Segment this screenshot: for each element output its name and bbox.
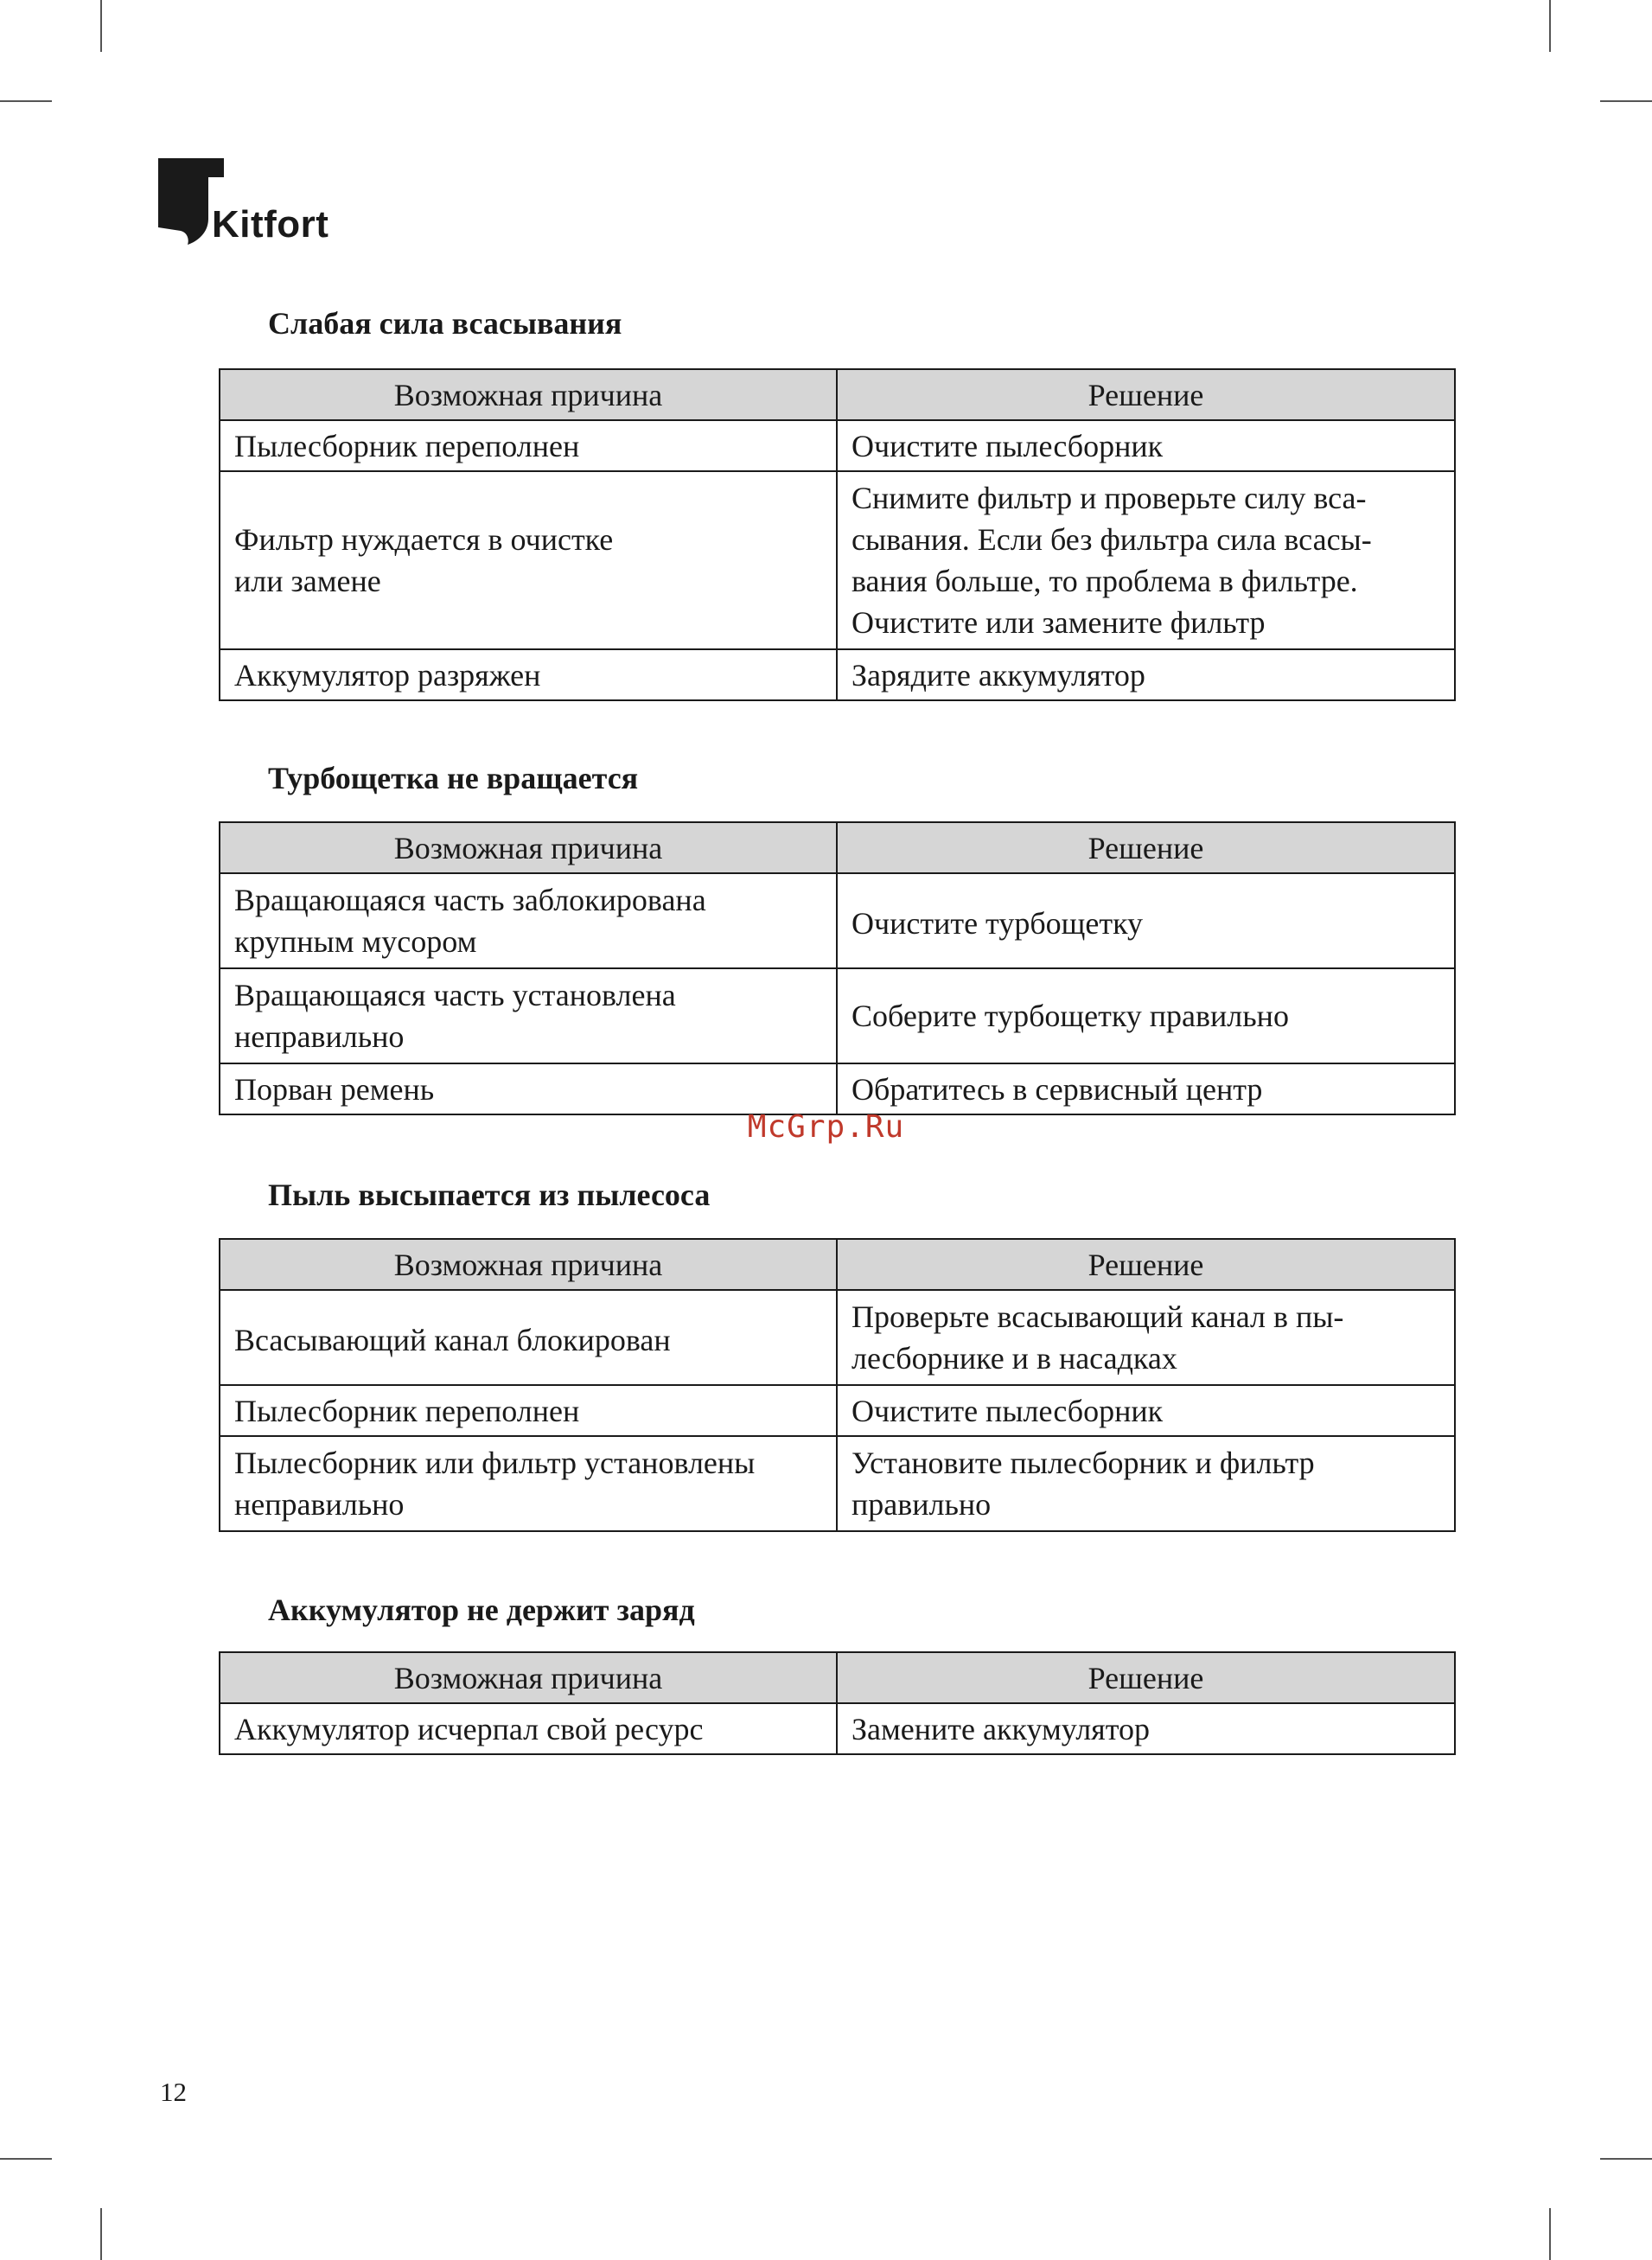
cause-cell: Аккумулятор исчерпал свой ресурс bbox=[220, 1703, 837, 1754]
cause-cell: Аккумулятор разряжен bbox=[220, 649, 837, 700]
solution-cell: Очистите пылесборник bbox=[837, 420, 1455, 471]
solution-cell: Зарядите аккумулятор bbox=[837, 649, 1455, 700]
cause-cell: Порван ремень bbox=[220, 1063, 837, 1114]
troubleshooting-table bbox=[219, 1651, 1456, 1755]
cause-cell: Пылесборник переполнен bbox=[220, 420, 837, 471]
cause-cell: Вращающаяся часть установлена неправильно bbox=[220, 968, 837, 1063]
section-title: Слабая сила всасывания bbox=[268, 306, 622, 341]
brand-logo bbox=[158, 158, 348, 253]
cause-cell: Всасывающий канал блокирован bbox=[220, 1290, 837, 1385]
crop-mark bbox=[0, 100, 52, 102]
crop-mark bbox=[0, 2158, 52, 2160]
column-header-cause: Возможная причина bbox=[220, 822, 837, 873]
page-number: 12 bbox=[160, 2077, 187, 2107]
table-row bbox=[220, 420, 1455, 471]
section-title: Пыль высыпается из пылесоса bbox=[268, 1178, 711, 1212]
table-row bbox=[220, 968, 1455, 1063]
crop-mark bbox=[1549, 0, 1551, 52]
table-row bbox=[220, 471, 1455, 649]
table-row bbox=[220, 873, 1455, 968]
watermark: McGrp.Ru bbox=[747, 1109, 905, 1145]
brand-name: Kitfort bbox=[212, 203, 329, 246]
column-header-cause: Возможная причина bbox=[220, 1239, 837, 1290]
troubleshooting-table bbox=[219, 821, 1456, 1115]
solution-cell: Проверьте всасывающий канал в пы- лесборнике и в насадках bbox=[837, 1290, 1455, 1385]
section-title: Аккумулятор не держит заряд bbox=[268, 1593, 695, 1627]
column-header-solution: Решение bbox=[837, 1239, 1455, 1290]
solution-cell: Очистите турбощетку bbox=[837, 873, 1455, 968]
crop-mark bbox=[1549, 2208, 1551, 2260]
solution-cell: Обратитесь в сервисный центр bbox=[837, 1063, 1455, 1114]
cause-cell: Вращающаяся часть заблокирована крупным мусором bbox=[220, 873, 837, 968]
solution-cell: Очистите пылесборник bbox=[837, 1385, 1455, 1436]
crop-mark bbox=[1600, 2158, 1652, 2160]
solution-cell: Соберите турбощетку правильно bbox=[837, 968, 1455, 1063]
table-row bbox=[220, 1385, 1455, 1436]
table-header-row bbox=[220, 369, 1455, 420]
table-row bbox=[220, 1063, 1455, 1114]
table-header-row bbox=[220, 1239, 1455, 1290]
solution-cell: Замените аккумулятор bbox=[837, 1703, 1455, 1754]
cause-cell: Пылесборник переполнен bbox=[220, 1385, 837, 1436]
cause-cell: Пылесборник или фильтр установлены неправильно bbox=[220, 1436, 837, 1531]
column-header-cause: Возможная причина bbox=[220, 369, 837, 420]
solution-cell: Снимите фильтр и проверьте силу вса- сывания. Если без фильтра сила всасы- вания больше, то проблема в фильтре. Очистите или замените фильтр bbox=[837, 471, 1455, 649]
column-header-solution: Решение bbox=[837, 369, 1455, 420]
column-header-cause: Возможная причина bbox=[220, 1652, 837, 1703]
table-header-row bbox=[220, 1652, 1455, 1703]
crop-mark bbox=[100, 0, 102, 52]
table-row bbox=[220, 1703, 1455, 1754]
crop-mark bbox=[1600, 100, 1652, 102]
table-row bbox=[220, 1290, 1455, 1385]
section-title: Турбощетка не вращается bbox=[268, 761, 639, 795]
troubleshooting-table bbox=[219, 1238, 1456, 1532]
solution-cell: Установите пылесборник и фильтр правильно bbox=[837, 1436, 1455, 1531]
column-header-solution: Решение bbox=[837, 822, 1455, 873]
crop-mark bbox=[100, 2208, 102, 2260]
table-row bbox=[220, 649, 1455, 700]
cause-cell: Фильтр нуждается в очистке или замене bbox=[220, 471, 837, 649]
troubleshooting-table bbox=[219, 368, 1456, 701]
column-header-solution: Решение bbox=[837, 1652, 1455, 1703]
table-row bbox=[220, 1436, 1455, 1531]
table-header-row bbox=[220, 822, 1455, 873]
